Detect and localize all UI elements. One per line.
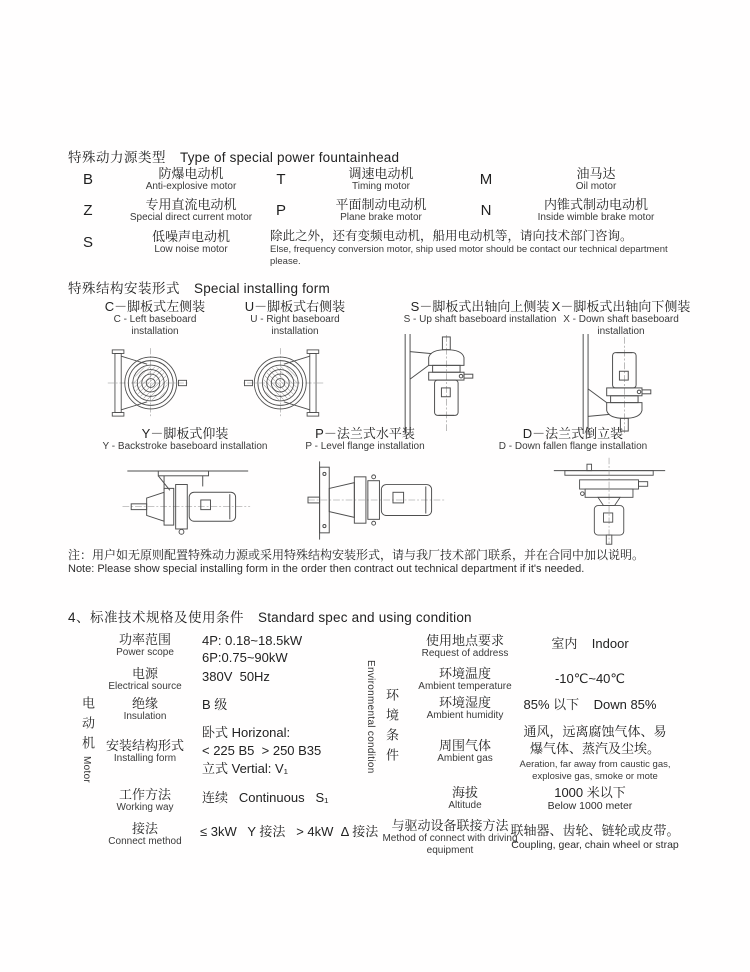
install-note-en: Note: Please show special installing form in the order then contract out technical department if it's needed. xyxy=(68,563,585,575)
form-label-d xyxy=(478,426,668,453)
spec-heading-zh: 4、标准技术规格及使用条件 xyxy=(68,610,245,625)
special-power-heading-zh: 特殊动力源类型 xyxy=(68,150,166,165)
install-form-heading-en: Special installing form xyxy=(194,281,330,296)
power-code: S xyxy=(82,234,93,251)
motor-side-shaft-up-icon xyxy=(394,334,482,434)
power-code: Z xyxy=(83,202,93,219)
spec-label-zh: 安装结构形式 xyxy=(105,738,184,753)
spec-label-en: Insulation xyxy=(123,711,167,722)
power-code: P xyxy=(275,202,286,219)
form-label-y-en: Y - Backstroke baseboard installation xyxy=(102,441,268,452)
spec-value-line: B 级 xyxy=(202,697,228,712)
motor-group-label-en: Motor xyxy=(81,756,92,784)
form-label-u-zh: U－脚板式右侧装 xyxy=(244,299,346,314)
spec-label-en: Ambient humidity xyxy=(426,710,504,721)
form-label-d-zh: D－法兰式倒立装 xyxy=(522,426,624,441)
motor-front-left-plate-icon xyxy=(106,342,191,424)
spec-label-en: Connect method xyxy=(108,836,182,847)
form-label-u xyxy=(220,299,370,337)
spec-row-label xyxy=(75,696,215,723)
power-extra-note-en: Else, frequency conversion motor, ship used motor should be contact our technical department please. xyxy=(270,244,668,267)
spec-row-label xyxy=(75,787,215,814)
form-label-c xyxy=(75,299,235,337)
power-extra-note xyxy=(266,229,696,268)
spec-label-en: Altitude xyxy=(448,800,482,811)
power-name-en: Special direct current motor xyxy=(129,212,253,223)
power-name-zh: 低噪声电动机 xyxy=(151,229,230,244)
spec-label-en: Power scope xyxy=(116,647,174,658)
form-label-y xyxy=(80,426,290,453)
spec-label-zh: 使用地点要求 xyxy=(425,633,504,648)
power-name-en: Inside wimble brake motor xyxy=(537,212,655,223)
spec-row-label xyxy=(75,821,215,848)
spec-label-zh: 工作方法 xyxy=(118,787,171,802)
spec-value-line: 卧式 Horizonal: xyxy=(202,725,291,740)
spec-value-line: 380V 50Hz xyxy=(202,669,270,684)
spec-label-en: Installing form xyxy=(113,753,177,764)
form-label-s-zh: S－脚板式出轴向上侧装 xyxy=(410,299,550,314)
form-label-y-zh: Y－脚板式仰装 xyxy=(141,426,229,441)
spec-value-line: Coupling, gear, chain wheel or strap xyxy=(511,839,679,851)
power-name-zh: 内锥式制动电动机 xyxy=(543,197,648,212)
power-name xyxy=(116,229,266,256)
power-type-row-3 xyxy=(60,229,700,268)
power-name-zh: 防爆电动机 xyxy=(158,166,224,181)
spec-value-line: 通风，远离腐蚀气体、易 xyxy=(523,724,667,739)
spec-label-zh: 电源 xyxy=(131,666,158,681)
env-group-label-zh: 环境条件 xyxy=(384,688,399,768)
power-name-zh: 专用直流电动机 xyxy=(145,197,237,212)
spec-label-zh: 环境湿度 xyxy=(438,695,491,710)
env-group-label-en: Environmental condition xyxy=(365,660,376,774)
spec-value-line: 85% 以下 Down 85% xyxy=(523,697,657,712)
power-name-en: Timing motor xyxy=(352,181,410,192)
install-form-heading-zh: 特殊结构安装形式 xyxy=(68,281,180,296)
spec-label-zh: 接法 xyxy=(131,821,158,836)
spec-heading-en: Standard spec and using condition xyxy=(258,610,472,625)
spec-label-zh: 绝缘 xyxy=(131,696,158,711)
spec-label-zh: 功率范围 xyxy=(118,632,171,647)
power-name xyxy=(116,166,266,193)
power-type-row-1 xyxy=(60,166,700,193)
power-code: N xyxy=(480,202,492,219)
power-code: B xyxy=(82,171,93,188)
spec-label-en: Request of address xyxy=(421,648,509,659)
spec-value-line: -10℃~40℃ xyxy=(554,671,626,686)
spec-value-line: < 225 B5 > 250 B35 xyxy=(202,743,322,758)
motor-front-right-plate-icon xyxy=(240,342,325,424)
spec-label-en: Method of connect with driving equipment xyxy=(382,833,518,856)
spec-label-en: Electrical source xyxy=(108,681,182,692)
special-power-heading-en: Type of special power fountainhead xyxy=(180,150,400,165)
spec-row-label xyxy=(75,632,215,659)
spec-value-line: 室内 Indoor xyxy=(551,636,629,651)
spec-label-zh: 环境温度 xyxy=(438,666,491,681)
spec-value-line: explosive gas, smoke or mote xyxy=(532,771,658,782)
power-name-zh: 油马达 xyxy=(576,166,616,181)
power-name xyxy=(296,197,466,224)
spec-value-line: 4P: 0.18~18.5kW xyxy=(202,633,303,648)
power-name-en: Anti-explosive motor xyxy=(145,181,237,192)
spec-value-line: Aeration, far away from caustic gas, xyxy=(519,759,671,770)
power-name xyxy=(116,197,266,224)
form-label-c-en: C - Left baseboard installation xyxy=(113,314,197,337)
spec-label-en: Ambient temperature xyxy=(418,681,512,692)
form-label-p xyxy=(275,426,455,453)
motor-flange-horizontal-icon xyxy=(308,458,448,543)
spec-value-line: 立式 Vertial: V₁ xyxy=(202,761,289,776)
form-label-x-zh: X－脚板式出轴向下侧装 xyxy=(551,299,691,314)
special-power-heading xyxy=(68,146,399,166)
spec-row-label xyxy=(75,738,215,765)
motor-group-label-zh: 电动机 xyxy=(80,696,95,756)
spec-label-zh: 周围气体 xyxy=(438,738,491,753)
install-form-heading xyxy=(68,277,330,297)
form-label-s-en: S - Up shaft baseboard installation xyxy=(403,314,557,325)
motor-ceiling-mount-icon xyxy=(108,460,253,538)
form-label-c-zh: C－脚板式左侧装 xyxy=(104,299,206,314)
form-label-x-en: X - Down shaft baseboard installation xyxy=(563,314,679,337)
form-label-x xyxy=(532,299,710,337)
spec-value-line: 1000 米以下 xyxy=(554,785,626,800)
power-name xyxy=(296,166,466,193)
spec-table xyxy=(60,630,705,880)
power-code: T xyxy=(276,171,286,188)
power-name-zh: 调速电动机 xyxy=(348,166,414,181)
power-extra-note-zh: 除此之外，还有变频电动机，船用电动机等，请向技术部门咨询。 xyxy=(270,229,633,243)
spec-label-en: Working way xyxy=(116,802,174,813)
power-name-en: Low noise motor xyxy=(154,244,228,255)
power-name xyxy=(506,197,686,224)
power-type-row-2 xyxy=(60,197,700,224)
power-name-en: Plane brake motor xyxy=(340,212,422,223)
spec-row-label xyxy=(75,666,215,693)
motor-side-shaft-down-icon xyxy=(572,334,660,434)
spec-label-zh: 与驱动设备联接方法 xyxy=(391,818,509,833)
spec-label-en: Ambient gas xyxy=(437,753,493,764)
spec-label-zh: 海拔 xyxy=(451,785,478,800)
spec-value-line: ≤ 3kW Y 接法 > 4kW Δ 接法 xyxy=(200,824,379,839)
power-code: M xyxy=(479,171,493,188)
spec-heading xyxy=(68,606,472,626)
spec-value-line: 6P:0.75~90kW xyxy=(202,650,288,665)
form-label-p-en: P - Level flange installation xyxy=(305,441,425,452)
spec-value-line: Below 1000 meter xyxy=(547,800,633,812)
install-note-zh: 注：用户如无原则配置特殊动力源或采用特殊结构安装形式，请与我厂技术部门联系，并在合同中加以说明。 xyxy=(68,548,645,562)
spec-value-line: 联轴器、齿轮、链轮或皮带。 xyxy=(510,823,680,838)
spec-value-line: 爆气体、蒸汽及尘埃。 xyxy=(529,741,660,756)
motor-flange-inverted-icon xyxy=(552,452,667,550)
power-name-en: Oil motor xyxy=(575,181,617,192)
power-name xyxy=(506,166,686,193)
power-name-zh: 平面制动电动机 xyxy=(335,197,427,212)
form-label-u-en: U - Right baseboard installation xyxy=(250,314,340,337)
spec-value-line: 连续 Continuous S₁ xyxy=(202,790,329,805)
form-label-d-en: D - Down fallen flange installation xyxy=(498,441,648,452)
form-label-p-zh: P－法兰式水平装 xyxy=(315,426,415,441)
